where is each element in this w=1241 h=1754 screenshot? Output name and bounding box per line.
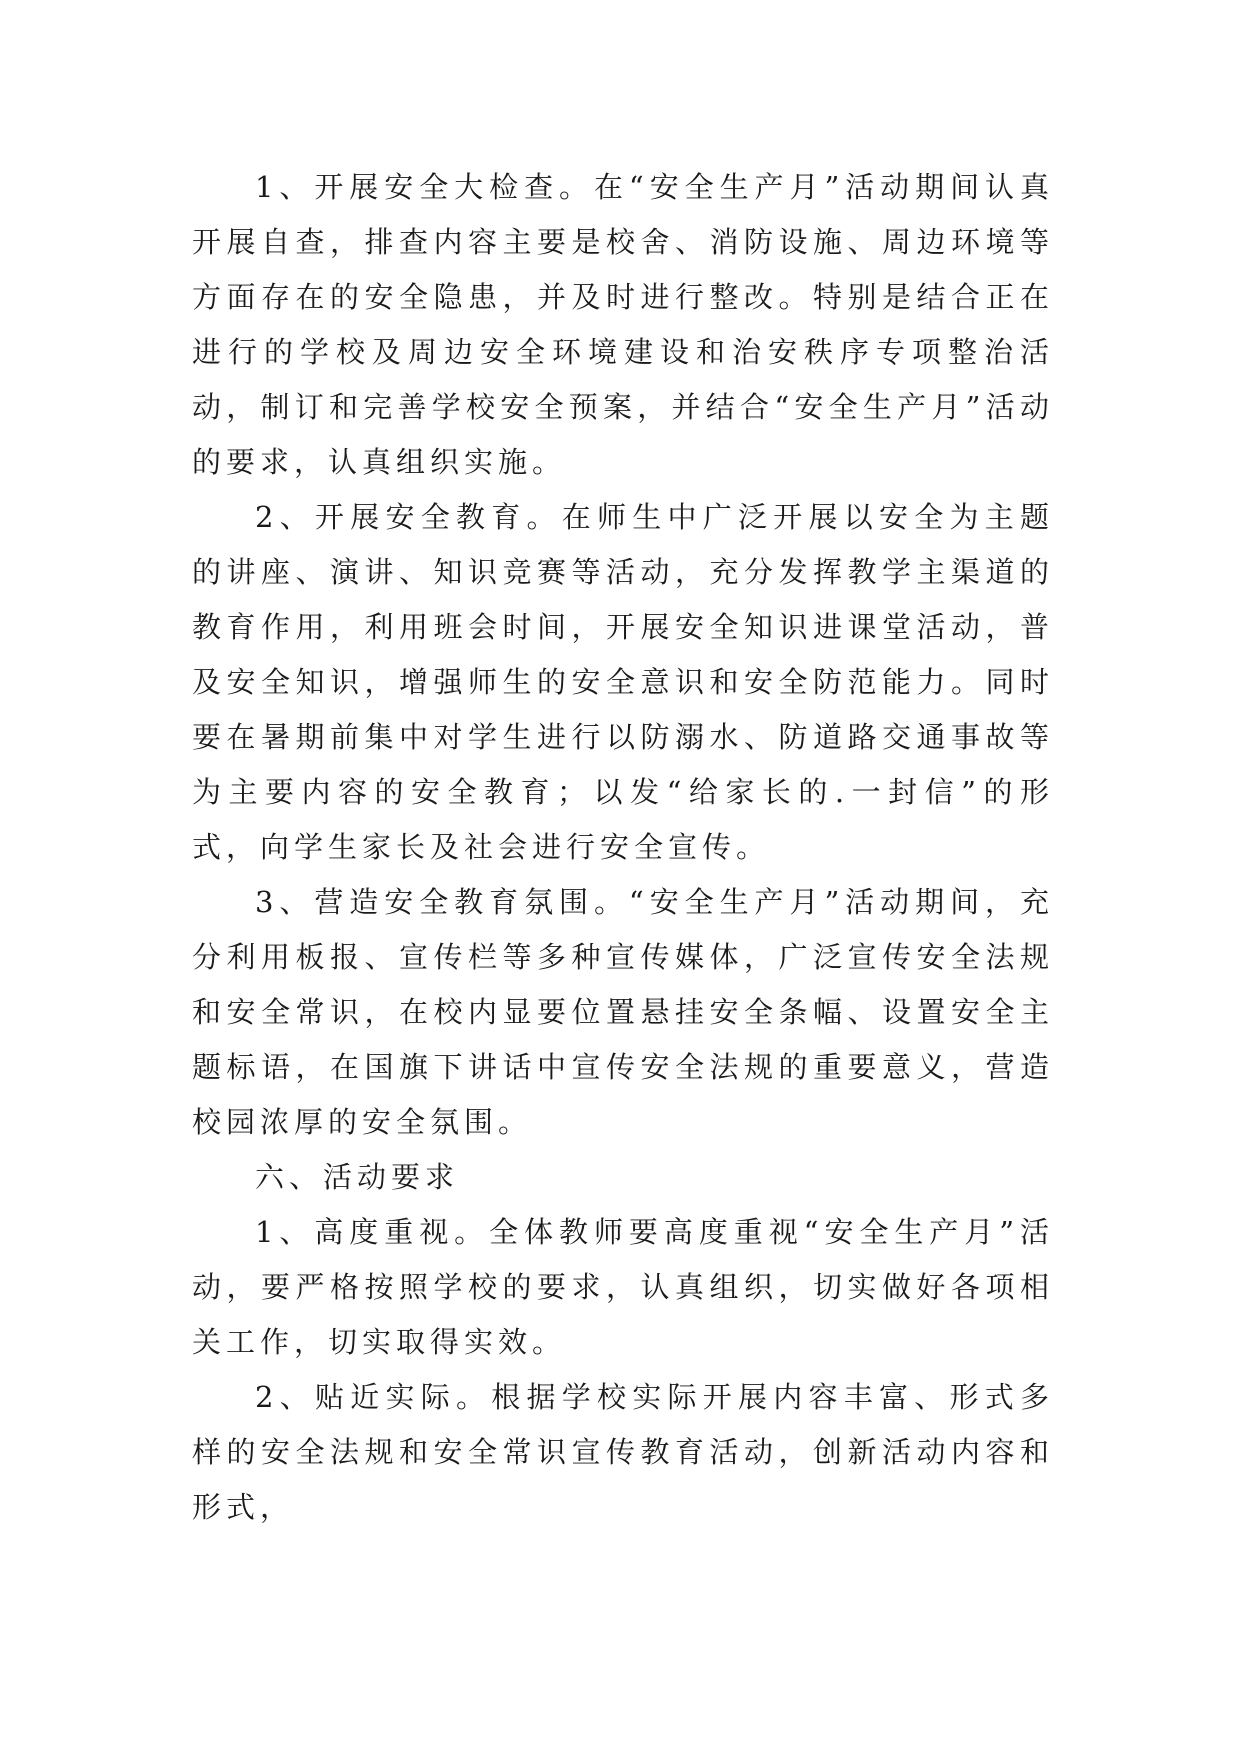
paragraph-safety-atmosphere: 3、营造安全教育氛围。“安全生产月”活动期间，充分利用板报、宣传栏等多种宣传媒体，广泛宣传安全法规和安全常识，在校内显要位置悬挂安全条幅、设置安全主题标语，在国旗下讲话中宣传安全法规的重要意义，营造校园浓厚的安全氛围。 — [192, 885, 1054, 1139]
paragraph-safety-education: 2、开展安全教育。在师生中广泛开展以安全为主题的讲座、演讲、知识竞赛等活动，充分发挥教学主渠道的教育作用，利用班会时间，开展安全知识进课堂活动，普及安全知识，增强师生的安全意识和安全防范能力。同时要在暑期前集中对学生进行以防溺水、防道路交通事故等为主要内容的安全教育；以发“给家长的.一封信”的形式，向学生家长及社会进行安全宣传。 — [192, 500, 1054, 864]
section-heading-activity-requirements: 六、活动要求 — [255, 1160, 460, 1194]
paragraph-safety-inspection: 1、开展安全大检查。在“安全生产月”活动期间认真开展自查，排查内容主要是校舍、消防设施、周边环境等方面存在的安全隐患，并及时进行整改。特别是结合正在进行的学校及周边安全环境建设和治安秩序专项整治活动，制订和完善学校安全预案，并结合“安全生产月”活动的要求，认真组织实施。 — [192, 170, 1054, 479]
document-body — [192, 160, 1054, 1535]
paragraph-close-to-reality: 2、贴近实际。根据学校实际开展内容丰富、形式多样的安全法规和安全常识宣传教育活动，创新活动内容和形式， — [192, 1380, 1054, 1524]
paragraph-high-attention: 1、高度重视。全体教师要高度重视“安全生产月”活动，要严格按照学校的要求，认真组织，切实做好各项相关工作，切实取得实效。 — [192, 1215, 1054, 1359]
